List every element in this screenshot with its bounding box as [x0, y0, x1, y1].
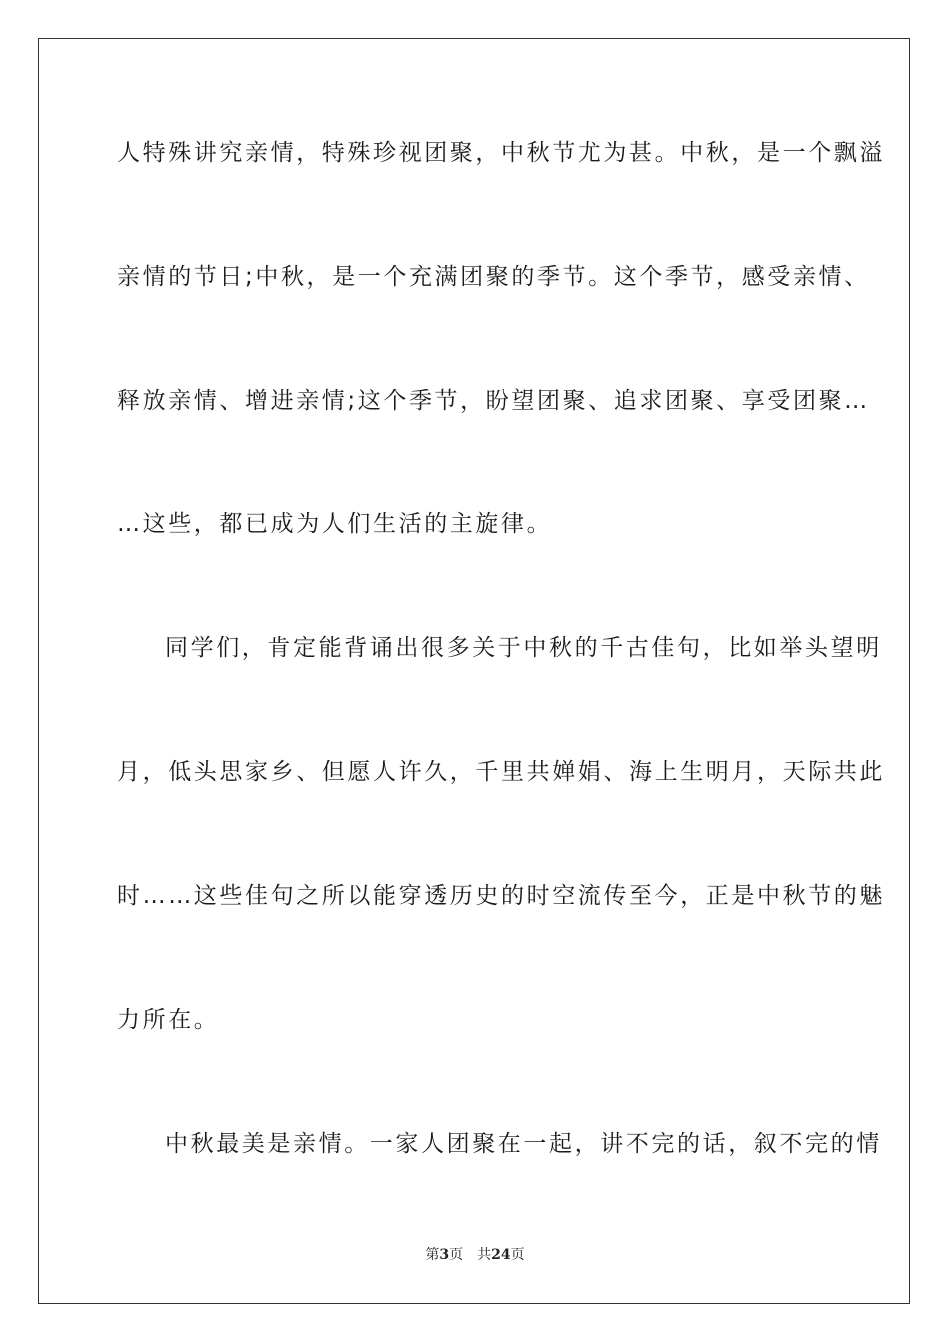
paragraph-line: 时……这些佳句之所以能穿透历史的时空流传至今，正是中秋节的魅 — [117, 883, 885, 909]
paragraph-line: 释放亲情、增进亲情;这个季节，盼望团聚、追求团聚、享受团聚… — [117, 388, 870, 414]
page-unit: 页 — [449, 1247, 464, 1263]
paragraph-line: …这些，都已成为人们生活的主旋律。 — [117, 511, 553, 537]
paragraph-line: 中秋最美是亲情。一家人团聚在一起，讲不完的话，叙不完的情 — [165, 1131, 882, 1157]
page-border — [38, 38, 910, 1304]
total-prefix: 共 — [477, 1247, 492, 1263]
total-page-number: 24 — [491, 1247, 511, 1263]
paragraph-line: 力所在。 — [117, 1007, 220, 1033]
page-prefix: 第 — [425, 1247, 440, 1263]
page-footer — [0, 1246, 950, 1264]
paragraph-line: 亲情的节日;中秋，是一个充满团聚的季节。这个季节，感受亲情、 — [117, 264, 870, 290]
paragraph-line: 同学们，肯定能背诵出很多关于中秋的千古佳句，比如举头望明 — [165, 635, 882, 661]
paragraph-line: 月，低头思家乡、但愿人许久，千里共婵娟、海上生明月，天际共此 — [117, 759, 885, 785]
total-unit: 页 — [510, 1247, 525, 1263]
current-page-number: 3 — [439, 1247, 450, 1263]
paragraph-line: 人特殊讲究亲情，特殊珍视团聚，中秋节尤为甚。中秋，是一个飘溢 — [117, 140, 885, 166]
